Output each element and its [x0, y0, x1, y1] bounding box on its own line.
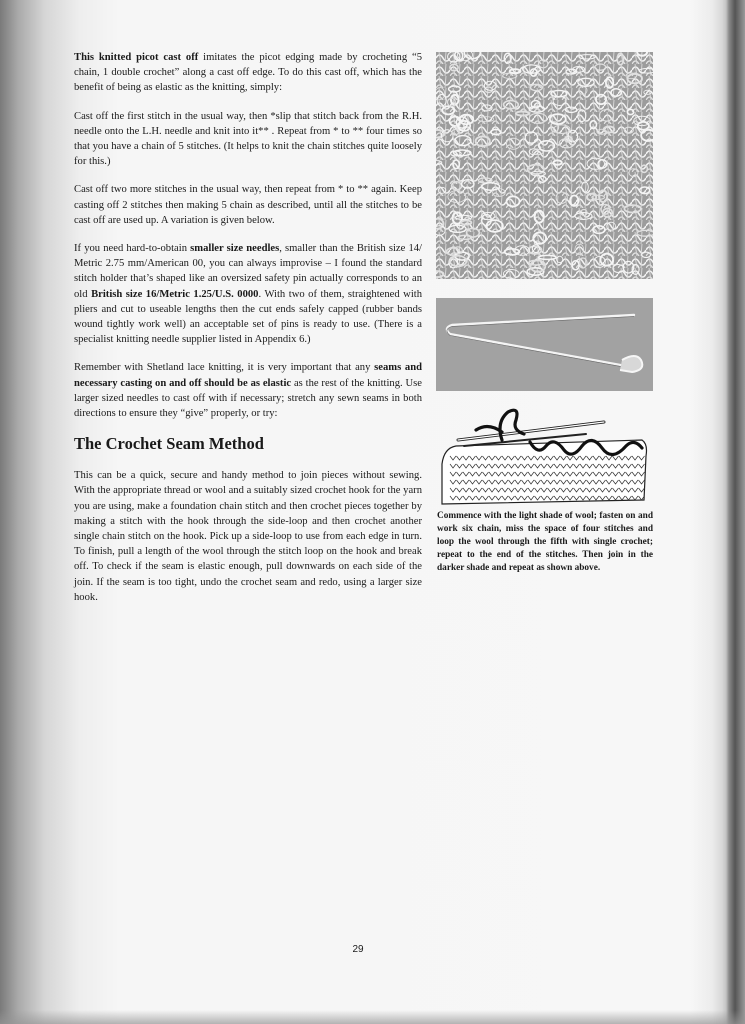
bold-phrase: smaller size needles — [190, 243, 280, 255]
bold-phrase: British size 16/Metric 1.25/U.S. 0000 — [91, 288, 259, 300]
paragraph-text: If you need hard-to-obtain — [74, 243, 191, 255]
crochet-seam-illustration — [436, 404, 653, 506]
page-number: 29 — [352, 944, 364, 955]
bold-phrase: This knitted picot cast off — [74, 52, 199, 63]
paragraph-text: Remember with Shetland lace knitting, it is very important that any — [74, 362, 375, 374]
paragraph-text: . With two of them, straightened with pliers and cut to useable lengths then the cut ends safely capped (rubber bands wound tightly work well) an acceptable set of pins is ready to use. (There is a specialist knitting needle supplier listed in Appendix 6.) — [74, 288, 423, 346]
paragraph-crochet-seam: This can be a quick, secure and handy method to join pieces without sewing. With the appropriate thread or wool and a suitably sized crochet hook for the yarn you are using, make a foundation chain stitch and then crochet pieces together by making a stitch with the hook through the side-loop and then crochet another single chain stitch on the hook. Pick up a side-loop to use from each edge in turn. To finish, pull a length of the wool through the stitch loop on the hook and break off. To check if the seam is elastic enough, pull downwards on each side of the join. If the seam is too tight, undo the crochet seam and redo, using a larger size hook. — [74, 470, 422, 603]
page-edge-shadow — [0, 1010, 745, 1024]
lace-knitting-photo — [436, 52, 653, 279]
section-heading: The Crochet Seam Method — [74, 434, 264, 454]
paragraph-text: as the rest of the knitting. Use larger sized needles to cast off with if necessary; stretch any sewn seams in both directions to ensure they “give” properly, or try: — [74, 377, 423, 420]
safety-pin-photo — [436, 298, 653, 391]
paragraph-text: , smaller than the British size 14/ Metric 2.75 mm/American 00, you can always improvise – I found the standard stitch holder that’s shaped like an oversized safety pin actually corresponds to an old — [74, 243, 422, 300]
paragraph-elastic-seams — [74, 360, 422, 421]
main-text-column — [74, 50, 422, 618]
paragraph-repeat: Cast off two more stitches in the usual way, then repeat from * to ** again. Keep casting off 2 stitches then making 5 chain as described, until all the stitches to be cast off are used up. A variation is given below. — [74, 184, 422, 226]
paragraph-cast-off-steps: Cast off the first stitch in the usual way, then *slip that stitch back from the R.H. needle onto the L.H. needle and knit into it** . Repeat from * to ** four times so that you have a chain of 5 stitches. (It helps to knit the chain stitches quite loosely for this.) — [74, 110, 422, 168]
paragraph-smaller-needles — [74, 241, 422, 347]
paragraph-picot-cast-off — [74, 50, 422, 96]
paragraph-text: imitates the picot edging made by crocheting “5 chain, 1 double crochet” along a cast off edge. To do this cast off, which has the benefit of being as elastic as the knitting, simply: — [74, 52, 422, 94]
illustration-caption: Commence with the light shade of wool; fasten on and work six chain, miss the space of four stitches and loop the wool through the fifth with single crochet; repeat to the end of the stitches. Then join in the darker shade and repeat as shown above. — [437, 511, 653, 574]
bold-phrase: seams and necessary casting on and off should be as elastic — [74, 362, 422, 389]
